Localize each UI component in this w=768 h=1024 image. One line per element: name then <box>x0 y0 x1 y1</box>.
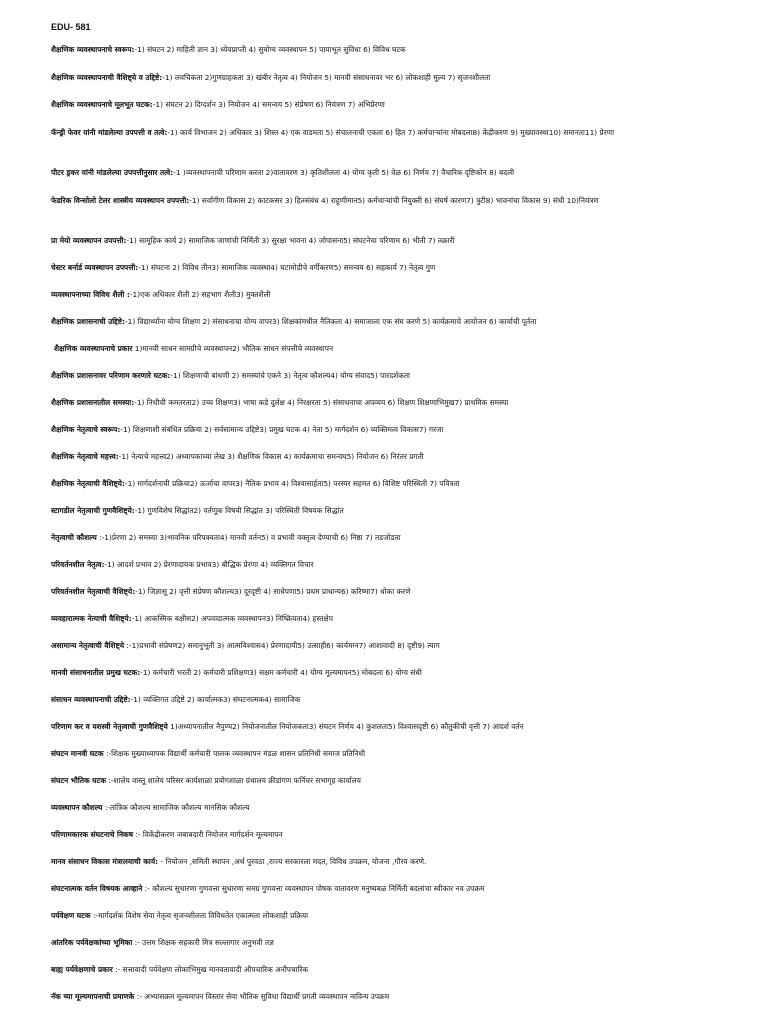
entry-text: -1) संघटना 2) विविध तीन3) सामाजिक व्यवस्था4) घटामोडीचे वर्गीकरण5) समन्वय 6) सहकार्य 7) नेतृत्व गुण <box>138 263 436 272</box>
entry-term: शैक्षणिक व्यवस्थापनाचे स्वरूप: <box>51 45 135 54</box>
entry-28 <box>51 802 741 813</box>
entry-text: 1)अध्यापनातील नैपुण्य2) नियोजनातील नियोजकता3) संघटन निर्णय 4) कुशलता5) विश्वासदृष्टी 6) कौतुकीची वृत्ती 7) आदर्श वर्तन <box>170 722 524 731</box>
entry-text: :-मार्गदर्शक विशेष सेवा नेतृत्व सृजनशीलता विविधतेत एकात्मता लोकशाही प्रक्रिया <box>92 911 309 920</box>
entry-term: शैक्षणिक व्यवस्थापनाचे मूलभूत घटक: <box>51 100 153 109</box>
entry-21 <box>51 613 741 624</box>
entry-text: :-1)प्रभावी संप्रेषण2) समानुभूती 3) आत्मविश्वास4) प्रेरणादायी5) उत्साही6) कार्यमग्न7) आशावादी 8) दृष्टी9) त्याग <box>126 641 440 650</box>
entry-term: मानवी संसाधनातील प्रमुख घटक: <box>51 668 141 677</box>
entry-33 <box>51 937 741 948</box>
entry-text: -1) मार्गदर्शनाची प्रक्रिया2) ऊर्जाचा वापर3) नैतिक प्रभाव 4) विश्वासार्हता5) परस्पर सहमत 6) विशिष्ट परिस्थिती 7) पवित्रता <box>124 479 460 488</box>
entry-34 <box>51 964 741 975</box>
entry-term: पर्यवेक्षण घटक <box>51 911 91 920</box>
entry-term: शैक्षणिक व्यवस्थापनाची वैशिष्ट्ये व उद्दिष्टे: <box>51 73 163 82</box>
entry-text: -1) आकस्मिक बक्षीस2) अपवादात्मक व्यवस्थापन3) निष्क्रियता4) हस्तक्षेप <box>131 614 333 623</box>
entry-text: -1)एक अधिकार शैली 2) सहभाग शैली3) मुक्तशैली <box>129 290 271 299</box>
entry-term: प्रा मेयो व्यवस्थापन उपपत्ती: <box>51 236 127 245</box>
entry-14 <box>51 424 741 435</box>
entry-16 <box>51 478 741 489</box>
entry-6 <box>51 195 741 206</box>
entry-1 <box>51 44 741 55</box>
entry-term: शैक्षणिक नेतृत्वाचे स्वरूप: <box>51 425 121 434</box>
entry-text: -1 )व्यवस्थापनाची परिणाम करता 2)वातावरण 3) कृतिशीलता 4) योग्य कृती 5) वेळ 6) निर्णय 7) वैचारिक दृष्टिकोन 8) बदली <box>173 168 515 177</box>
entry-term: परिवर्तनशील नेतृत्वाची वैशिष्ट्ये: <box>51 587 136 596</box>
entry-text: -1) आदर्श प्रभाव 2) प्रेरणादायक प्रभाव3) बौद्धिक प्रेरणा 4) व्यक्तिगत विचार <box>104 560 314 569</box>
entry-term: मानव संसाधन विकास मंत्रालयाची कार्य: <box>51 857 159 866</box>
entry-7 <box>51 235 741 246</box>
entry-term: नेतृत्वाची कौशल्य <box>51 533 97 542</box>
entry-term: शैक्षणिक प्रशासनाची उद्दिष्टे: <box>51 317 125 326</box>
entry-19 <box>51 559 741 570</box>
entry-32 <box>51 910 741 921</box>
entry-term: व्यवहारात्मक नेत्याची वैशिष्ट्ये: <box>51 614 132 623</box>
entry-term: परिणाम कर व यशस्वी नेतृत्वाची गुणवैशिष्ट्ये <box>51 722 168 731</box>
entry-5 <box>51 167 741 178</box>
entry-term: स्टागडील नेतृत्वाची गुणवैशिष्ट्ये: <box>51 506 135 515</box>
entry-text: :-तांत्रिक कौशल्य सामाजिक कौशल्य मानसिक कौशल्य <box>104 803 250 812</box>
entry-27 <box>51 775 741 786</box>
entry-term: आंतरिक पर्यवेक्षकांच्या भूमिका <box>51 938 133 947</box>
entry-term: संघटनात्मक वर्तन विषयक आव्हाने <box>51 884 143 893</box>
entry-26 <box>51 748 741 759</box>
entry-4 <box>51 127 741 138</box>
entry-22 <box>51 640 741 651</box>
entry-term: संसाधन व्यवस्थापनाची उद्दिष्टे: <box>51 695 131 704</box>
entry-18 <box>51 532 741 543</box>
entry-text: :- उत्तम शिक्षक सहकारी मित्र सल्लागार अनुभवी तज्ञ <box>134 938 274 947</box>
entry-10 <box>51 316 741 327</box>
entry-term: परिवर्तनशील नेतृत्व: <box>51 560 105 569</box>
entry-term: शैक्षणिक प्रशासनावर परिणाम करणारे घटक: <box>51 371 171 380</box>
entry-term: पीटर ड्रकर यांनी मांडलेल्या उपपत्तीनुसार तत्वे: <box>51 168 174 177</box>
entry-12 <box>51 370 741 381</box>
entry-text: -1) नेत्याचे महत्त्व2) अध्यापकाच्या लेख 3) शैक्षणिक विकास 4) कार्यक्रमाचा समन्वय5) नियोजन 6) निरंतर प्रगती <box>118 452 424 461</box>
entry-text: -1) निधीची कमतरता2) उच्च शिक्षण3) भाषा कडे दुर्लक्ष 4) निरक्षरता 5) संसाधनाचा अपव्यय 6) शिक्षण शिक्षणाभिमुख7) प्राथमिक समस्या <box>134 398 509 407</box>
entry-29 <box>51 829 741 840</box>
entry-text: -1) गुणविशेष सिद्धांत2) वर्तणूक विषयी सिद्धांत 3) परिस्थिती विषयक सिद्धांत <box>134 506 344 515</box>
entry-35 <box>51 991 741 1002</box>
entry-text: -1) संघटन 2) माहिती ज्ञान 3) ध्येयप्राप्ती 4) सुयोग्य व्यवस्थापन 5) पायाभूत सुविधा 6) विविध घटक <box>134 45 406 54</box>
entry-23 <box>51 667 741 678</box>
entry-17 <box>51 505 741 516</box>
entry-term: व्यवस्थापन कौशल्य <box>51 803 103 812</box>
entry-text: -1) शिक्षणाची बांधणी 2) समस्यांचे एकने 3) नेतृत्व कौशल्य4) योग्य संवाद5) पारदर्शकता <box>170 371 410 380</box>
entry-term: नॅक च्या मूल्यमापनाची प्रमाणके <box>51 992 135 1001</box>
entry-text: :- सत्तावादी पर्यवेक्षण लोकाभिमुख मानवतावादी औपचारिक अनौपचारिक <box>115 965 309 974</box>
entry-8 <box>51 262 741 273</box>
entry-term: संघटन मानवी घटक <box>51 749 104 758</box>
entry-text: :-1)प्रेरणा 2) समस्या 3)भावनिक परिपक्वता4) मानवी वर्तन5) व प्रभावी वक्तृत्व देण्याची 6) निष्ठा 7) तडजोडता <box>99 533 401 542</box>
entry-25 <box>51 721 741 732</box>
entry-text: -1) विद्यार्थ्यांना योग्य शिक्षण 2) संसाधनाचा योग्य वापर3) शिक्षकांमधील नैतिकता 4) समाजाला एक संघ करणे 5) कार्यक्रमाचे आयोजन 6) कार्याची पूर्तता <box>124 317 537 326</box>
entry-text: 1)मानवी साधन सामग्रीचे व्यवस्थापन2) भौतिक साधन संपत्तीचे व्यवस्थापन <box>134 344 334 353</box>
entry-text: -1) व्यक्तिगत उद्दिष्टे 2) कार्यात्मक3) संघटनात्मक4) सामाजिक <box>130 695 301 704</box>
entry-term: संघटन भौतिक घटक <box>51 776 107 785</box>
entry-term: शैक्षणिक नेतृत्वाचे महत्त्व: <box>51 452 119 461</box>
entry-15 <box>51 451 741 462</box>
entry-text: :- कौशल्य सुधारणा गुणवत्ता सुधारणा समग्र गुणवत्ता व्यवस्थापन पोषक वातावरण मनुष्यबळ निर्मिती बदलांचा स्वीकार नव उपक्रम <box>144 884 485 893</box>
entry-term: शैक्षणिक व्यवस्थापनाचे प्रकार <box>54 344 133 353</box>
entry-term: शैक्षणिक नेतृत्वाची वैशिष्ट्ये: <box>51 479 125 488</box>
entry-text: -1) संघटन 2) दिग्दर्शन 3) नियोजन 4) समन्वय 5) संप्रेषण 6) नियंत्रण 7) अभिप्रेरणा <box>152 100 385 109</box>
entry-text: -1) कर्मचारी भरती 2) कर्मचारी प्रशिक्षण3) सक्षम कर्मचारी 4) योग्य मूल्यमापन5) मोबदला 6) योग्य संधी <box>140 668 422 677</box>
entry-term: फॅन्ड्री फेवर यांनी मांडलेल्या उपपत्ती व तत्वे: <box>51 128 168 137</box>
entry-term: शैक्षणिक प्रशासनातील समस्या: <box>51 398 135 407</box>
entry-text: :-शालेय वास्तू शालेय परिसर कार्यशाळा प्रयोगशाळा ग्रंथालय क्रीडांगण फर्निचर सभागृह कार्यालय <box>108 776 361 785</box>
entry-text: -1) सर्वांगीण विकास 2) काटकसर 3) हितसंबंध 4) राहुणीमान5) कर्मचाऱ्यांची नियुक्ती 6) संघर्ष कारण7) त्रुटी8) भावनांचा विकास 9) संधी 10)नियंत्रण <box>189 196 599 205</box>
entry-term: असामान्य नेतृत्वाची वैशिष्ट्ये <box>51 641 125 650</box>
entry-31 <box>51 883 741 894</box>
entry-text: :-शिक्षक मुख्याध्यापक विद्यार्थी कर्मचारी पालक व्यवस्थापन मंडळ शासन प्रतिनिधी समाज प्रतिनिधी <box>105 749 366 758</box>
entry-24 <box>51 694 741 705</box>
entry-13 <box>51 397 741 408</box>
entry-text: -1) लवचिकता 2)गुणग्राहकता 3) खंबीर नेतृत्व 4) नियोजन 5) मानवी संसाधनावर भर 6) लोकशाही मूल्य 7) सृजनशीलता <box>162 73 491 82</box>
entry-2 <box>51 72 741 83</box>
entry-term: चेस्टर बर्नार्ड व्यवस्थापन उपपत्ती: <box>51 263 139 272</box>
entry-20 <box>51 586 741 597</box>
entry-term: फेडरिक विन्सोलो टेलर शास्त्रीय व्यवस्थापन उपपत्ती: <box>51 196 190 205</box>
entry-text: -1) जिज्ञासू 2) वृत्ती संप्रेषण कौशल्य3) दूरदृष्टी 4) साधेपणा5) प्रथम प्राधान्य6) करिष्मा7) धोका करणे <box>135 587 411 596</box>
entry-text: - नियोजन ,समिती स्थापन ,अर्थ पुरवठा ,राज्य सरकारला मदत, विविध उपक्रम, योजना ,गौरव करणे. <box>160 857 427 866</box>
entry-30 <box>51 856 741 867</box>
entry-9 <box>51 289 741 300</box>
entry-11 <box>54 343 744 354</box>
entry-text: -1) सामूहिक कार्य 2) सामाजिक जाणांची निर्मिती 3) सुरक्षा भावना 4) जोपासना5) संघटनेचा परिणाम 6) भीती 7) तक्रारी <box>126 236 455 245</box>
entry-text: -1) कार्य विभाजन 2) अधिकार 3) शिस्त 4) एक वाडमता 5) संचालनाची एकता 6) हित 7) कर्मचाऱ्यांना मोबदला8) केंद्रीकरण 9) मुख्यावस्था10) समानता11) प्रेरणा <box>167 128 615 137</box>
document-code: EDU- 581 <box>51 22 91 32</box>
entry-term: परिणामकारक संघटनाचे निकष <box>51 830 134 839</box>
entry-text: :- अभ्यासक्रम मूल्यमापन विस्तार सेवा भौतिक सुविधा विद्यार्थी प्रगती व्यवस्थापन नाविन्य उपक्रम <box>136 992 390 1001</box>
entry-text: :- विकेंद्रीकरण जबाबदारी नियोजन मार्गदर्शन मूल्यमापन <box>135 830 283 839</box>
entry-3 <box>51 99 741 110</box>
entry-term: बाह्य पर्यवेक्षणाचे प्रकार <box>51 965 113 974</box>
entry-term: व्यवस्थापनाच्या विविध शैली : <box>51 290 130 299</box>
entry-text: -1) शिक्षणाशी संबंधित प्रक्रिया 2) सर्वसामान्य उद्दिष्टे3) प्रमुख घटक 4) नेता 5) मार्गदर्शन 6) व्यक्तिमत्व विकास7) गरजा <box>120 425 444 434</box>
